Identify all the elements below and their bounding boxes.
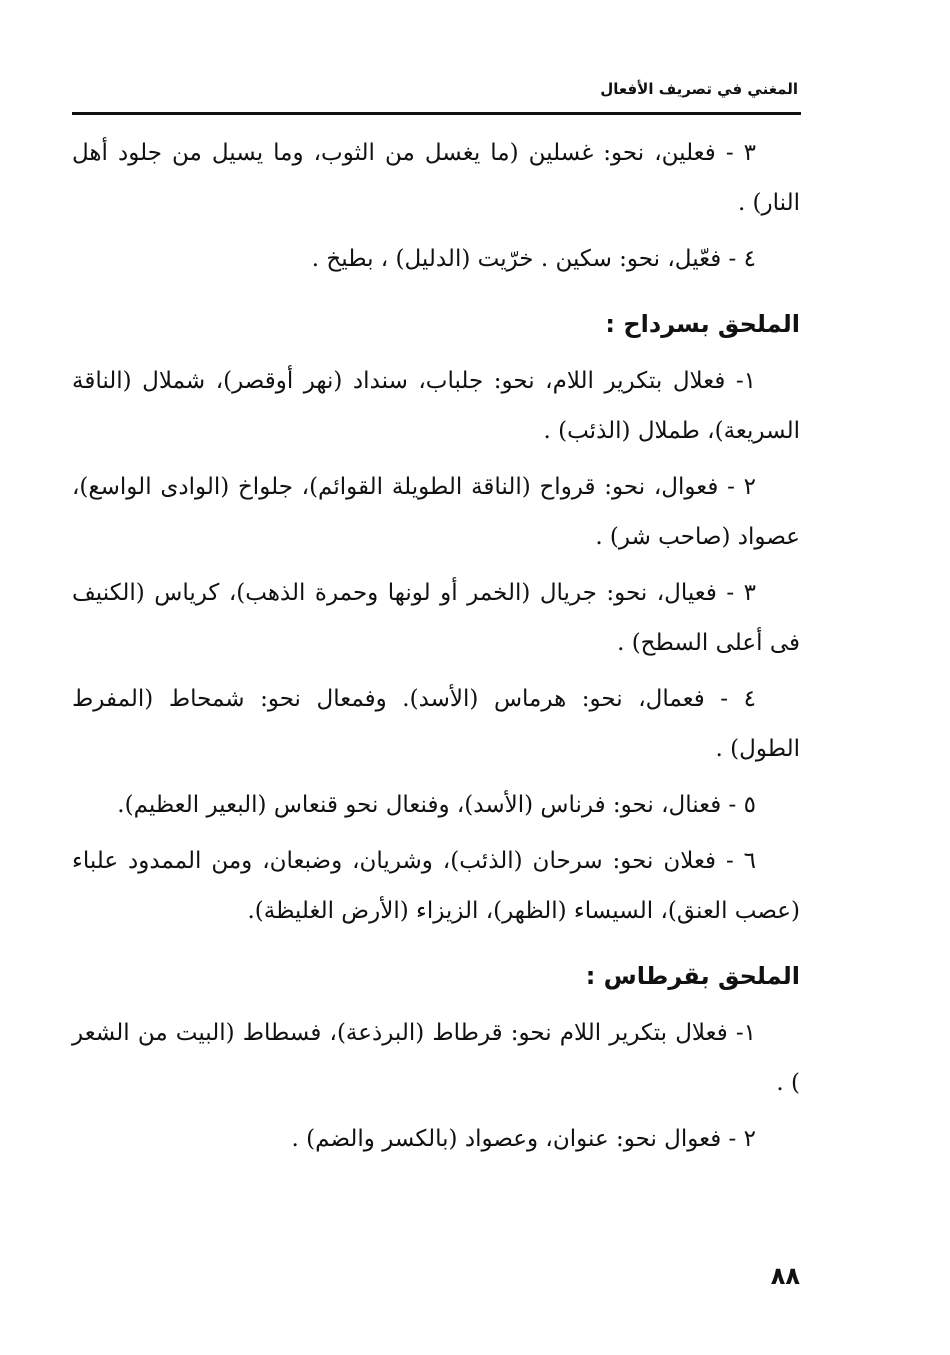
page-body [72, 128, 800, 1170]
list-item: ٥ - فعنال، نحو: فرناس (الأسد)، وفنعال نحو قنعاس (البعير العظيم). [117, 792, 756, 818]
header-rule [72, 112, 801, 115]
running-head-title: المغني في تصريف الأفعال [600, 80, 798, 98]
list-item: ٢ - فعوال نحو: عنوان، وعصواد (بالكسر والضم) . [291, 1126, 756, 1152]
section-heading-qirtas: الملحق بقرطاس : [585, 962, 800, 990]
list-item: ٤ - فعمال، نحو: هرماس (الأسد). وفمعال نحو: شمحاط (المفرط الطول) . [72, 686, 800, 762]
list-item: ١- فعلال بتكرير اللام نحو: قرطاط (البرذعة)، فسطاط (البيت من الشعر ) . [72, 1020, 800, 1096]
list-item: ٣ - فعلين، نحو: غسلين (ما يغسل من الثوب، وما يسيل من جلود أهل النار) . [72, 140, 800, 216]
section-heading-sirdah: الملحق بسرداح : [605, 310, 800, 338]
list-item: ٣ - فعيال، نحو: جريال (الخمر أو لونها وحمرة الذهب)، كرياس (الكنيف فى أعلى السطح) . [72, 580, 800, 656]
list-item: ٦ - فعلان نحو: سرحان (الذئب)، وشريان، وضبعان، ومن الممدود علباء (عصب العنق)، السيساء (الظهر)، الزيزاء (الأرض الغليظة). [72, 848, 800, 924]
list-item: ١- فعلال بتكرير اللام، نحو: جلباب، سنداد (نهر أوقصر)، شملال (الناقة السريعة)، طملال (الذئب) . [72, 368, 800, 444]
list-item: ٢ - فعوال، نحو: قرواح (الناقة الطويلة القوائم)، جلواخ (الوادى الواسع)، عصواد (صاحب شر) . [72, 474, 800, 550]
page-number: ٨٨ [770, 1262, 800, 1290]
list-item: ٤ - فعّيل، نحو: سكين . خرّيت (الدليل) ، بطيخ . [311, 246, 756, 272]
